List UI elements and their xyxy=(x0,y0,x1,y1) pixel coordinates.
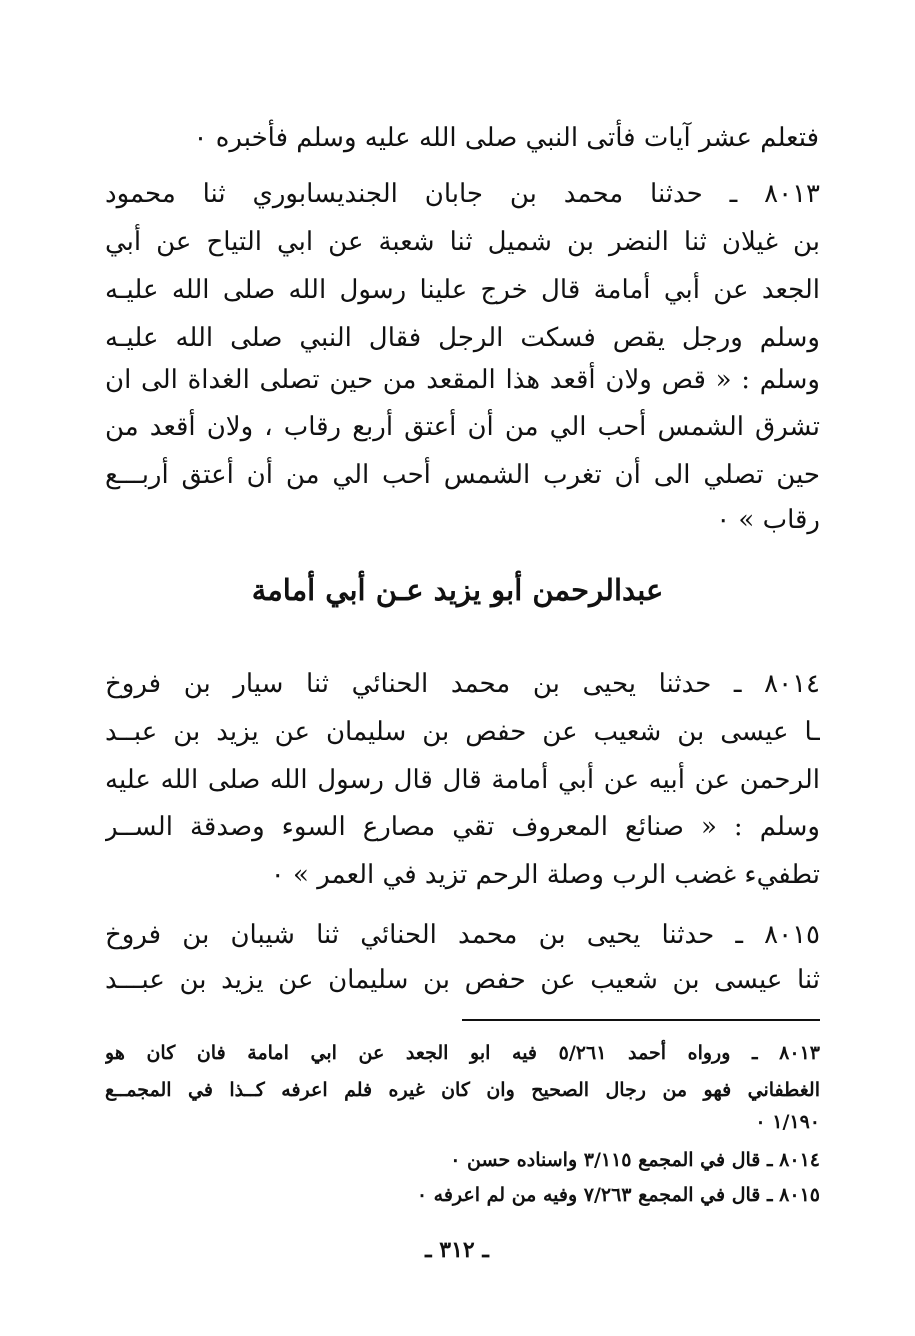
hadith-8013-line-1: ٨٠١٣ ـ حدثنا محمد بن جابان الجنديسابوري ثنا محمود xyxy=(105,179,820,209)
text-line: وسلم : « قص ولان أقعد هذا المقعد من حين تصلى الغداة الى ان xyxy=(105,365,820,395)
text-line: ثنا عيسى بن شعيب عن حفص بن سليمان عن يزيد بن عبـــد xyxy=(105,965,820,995)
footnote-8013-line-2: الغطفاني فهو من رجال الصحيح وان كان غيره فلم اعرفه كــذا في المجمــع xyxy=(105,1079,820,1101)
text-line: تشرق الشمس أحب الي من أن أعتق أربع رقاب ، ولان أقعد من xyxy=(105,412,820,442)
text-line: تطفيء غضب الرب وصلة الرحم تزيد في العمر » ٠ xyxy=(270,860,820,890)
footnote-8015: ٨٠١٥ ـ قال في المجمع ٧/٢٦٣ وفيه من لم اعرفه ٠ xyxy=(416,1184,820,1206)
text-line: الجعد عن أبي أمامة قال خرج علينا رسول الله صلى الله عليـه xyxy=(105,275,820,305)
page-number: ـ ٣١٢ ـ xyxy=(425,1237,489,1263)
footnote-8013-line-3: ١/١٩٠ ٠ xyxy=(755,1111,820,1133)
text-line: وسلم : « صنائع المعروف تقي مصارع السوء وصدقة الســر xyxy=(105,812,820,842)
text-line: الرحمن عن أبيه عن أبي أمامة قال قال رسول الله صلى الله عليه xyxy=(105,765,820,795)
hadith-8015-line-1: ٨٠١٥ ـ حدثنا يحيى بن محمد الحنائي ثنا شيبان بن فروخ xyxy=(105,920,820,950)
footnote-divider xyxy=(462,1019,820,1021)
section-heading: عبدالرحمن أبو يزيد عـن أبي أمامة xyxy=(251,573,664,607)
footnote-8014: ٨٠١٤ ـ قال في المجمع ٣/١١٥ واسناده حسن ٠ xyxy=(450,1149,820,1171)
footnote-8013-line-1: ٨٠١٣ ـ ورواه أحمد ٥/٢٦١ فيه ابو الجعد عن ابي امامة فان كان هو xyxy=(105,1042,820,1064)
hadith-8014-line-1: ٨٠١٤ ـ حدثنا يحيى بن محمد الحنائي ثنا سيار بن فروخ xyxy=(105,669,820,699)
text-line: بن غيلان ثنا النضر بن شميل ثنا شعبة عن ابي التياح عن أبي xyxy=(105,227,820,257)
text-line: وسلم ورجل يقص فسكت الرجل فقال النبي صلى الله عليـه xyxy=(105,323,820,353)
text-line: رقاب » ٠ xyxy=(716,505,820,535)
text-line: ـا عيسى بن شعيب عن حفص بن سليمان عن يزيد بن عبــد xyxy=(105,717,820,747)
text-line: فتعلم عشر آيات فأتى النبي صلى الله عليه وسلم فأخبره ٠ xyxy=(193,123,819,153)
text-line: حين تصلي الى أن تغرب الشمس أحب الي من أن أعتق أربـــع xyxy=(105,460,820,490)
